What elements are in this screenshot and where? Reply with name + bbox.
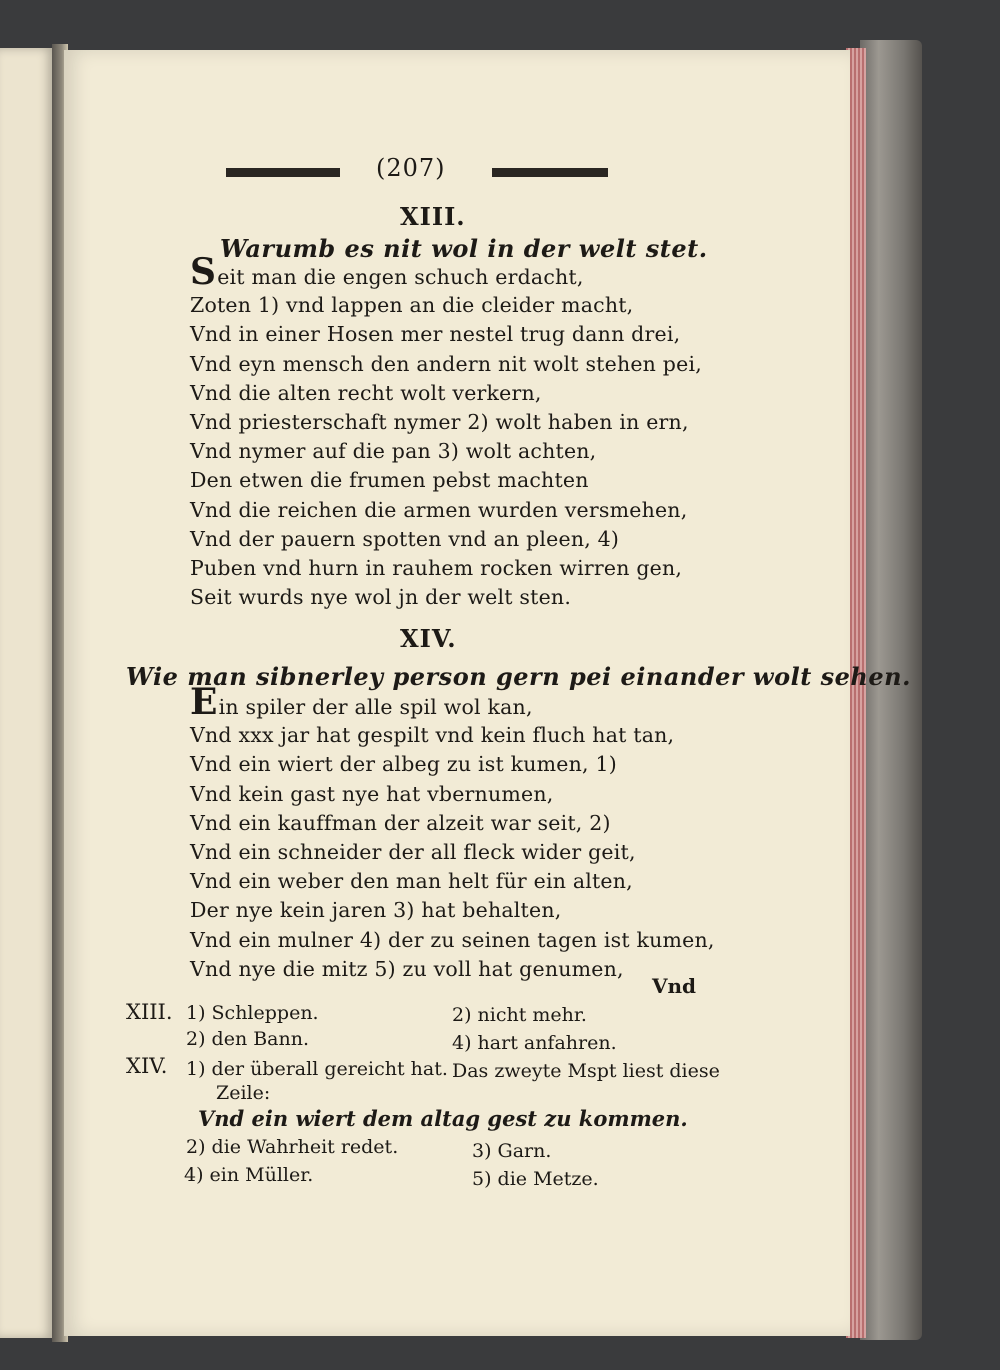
poem-title-xiv: Wie man sibnerley person gern pei einander wolt sehen. — [126, 662, 911, 691]
poem-line: Der nye kein jaren 3) hat behalten, — [190, 898, 562, 923]
poem-line: Puben vnd hurn in rauhem rocken wirren gen, — [190, 555, 683, 580]
footnote: Zeile: — [216, 1082, 271, 1104]
drop-cap: E — [190, 681, 218, 723]
footnote-variant-reading: Vnd ein wiert dem altag gest zu kommen. — [198, 1106, 688, 1131]
catchword: Vnd — [652, 974, 697, 998]
footnote-label-xiv: XIV. — [126, 1054, 168, 1078]
poem-xiv — [190, 681, 715, 984]
footnote: 5) die Metze. — [472, 1168, 599, 1190]
header-rule-left — [226, 168, 340, 177]
poem-line: Vnd xxx jar hat gespilt vnd kein fluch hat tan, — [190, 723, 675, 748]
footnote: 4) hart anfahren. — [452, 1032, 617, 1054]
page-content — [64, 50, 911, 1336]
poem-line: Vnd eyn mensch den andern nit wolt stehen pei, — [190, 351, 702, 376]
drop-cap: S — [190, 251, 217, 293]
poem-line: Ein spiler der alle spil wol kan, — [190, 681, 533, 723]
poem-line: Vnd ein weber den man helt für ein alten, — [190, 869, 633, 894]
poem-title-xiii: Warumb es nit wol in der welt stet. — [220, 234, 708, 263]
poem-line: Vnd ein wiert der albeg zu ist kumen, 1) — [190, 752, 617, 777]
poem-line: Vnd nye die mitz 5) zu voll hat genumen, — [190, 956, 624, 981]
footnote: 1) Schleppen. — [186, 1002, 319, 1024]
footnote-label-xiii: XIII. — [126, 1000, 173, 1024]
poem-line: Vnd kein gast nye hat vbernumen, — [190, 781, 554, 806]
poem-line: Vnd in einer Hosen mer nestel trug dann drei, — [190, 322, 681, 347]
poem-line: Vnd priesterschaft nymer 2) wolt haben in ern, — [190, 409, 689, 434]
footnote: 3) Garn. — [472, 1140, 552, 1162]
poem-line: Vnd der pauern spotten vnd an pleen, 4) — [190, 526, 620, 551]
book-page — [64, 50, 911, 1336]
poem-line: Seit man die engen schuch erdacht, — [190, 251, 584, 293]
poem-line: Vnd die alten recht wolt verkern, — [190, 380, 542, 405]
footnote: 1) der überall gereicht hat. — [186, 1058, 448, 1080]
section-numeral-xiii: XIII. — [400, 202, 466, 231]
footnote: 2) nicht mehr. — [452, 1004, 587, 1026]
poem-line: Vnd ein kauffman der alzeit war seit, 2) — [190, 810, 611, 835]
poem-line: Den etwen die frumen pebst machten — [190, 468, 589, 493]
section-numeral-xiv: XIV. — [400, 624, 457, 653]
footnote: Das zweyte Mspt liest diese — [452, 1060, 720, 1082]
footnote: 2) den Bann. — [186, 1028, 310, 1050]
poem-line: Seit wurds nye wol jn der welt sten. — [190, 585, 572, 610]
facing-page-edge — [0, 48, 54, 1338]
poem-line: Zoten 1) vnd lappen an die cleider macht, — [190, 293, 634, 318]
header-rule-right — [492, 168, 608, 177]
poem-line: Vnd ein schneider der all fleck wider geit, — [190, 839, 636, 864]
page-number: (207) — [376, 154, 446, 182]
footnote: 2) die Wahrheit redet. — [186, 1136, 399, 1158]
poem-line: Vnd ein mulner 4) der zu seinen tagen ist kumen, — [190, 927, 715, 952]
poem-xiii — [190, 251, 702, 612]
footnote: 4) ein Müller. — [184, 1164, 314, 1186]
poem-line: Vnd nymer auf die pan 3) wolt achten, — [190, 439, 597, 464]
poem-line: Vnd die reichen die armen wurden versmehen, — [190, 497, 688, 522]
